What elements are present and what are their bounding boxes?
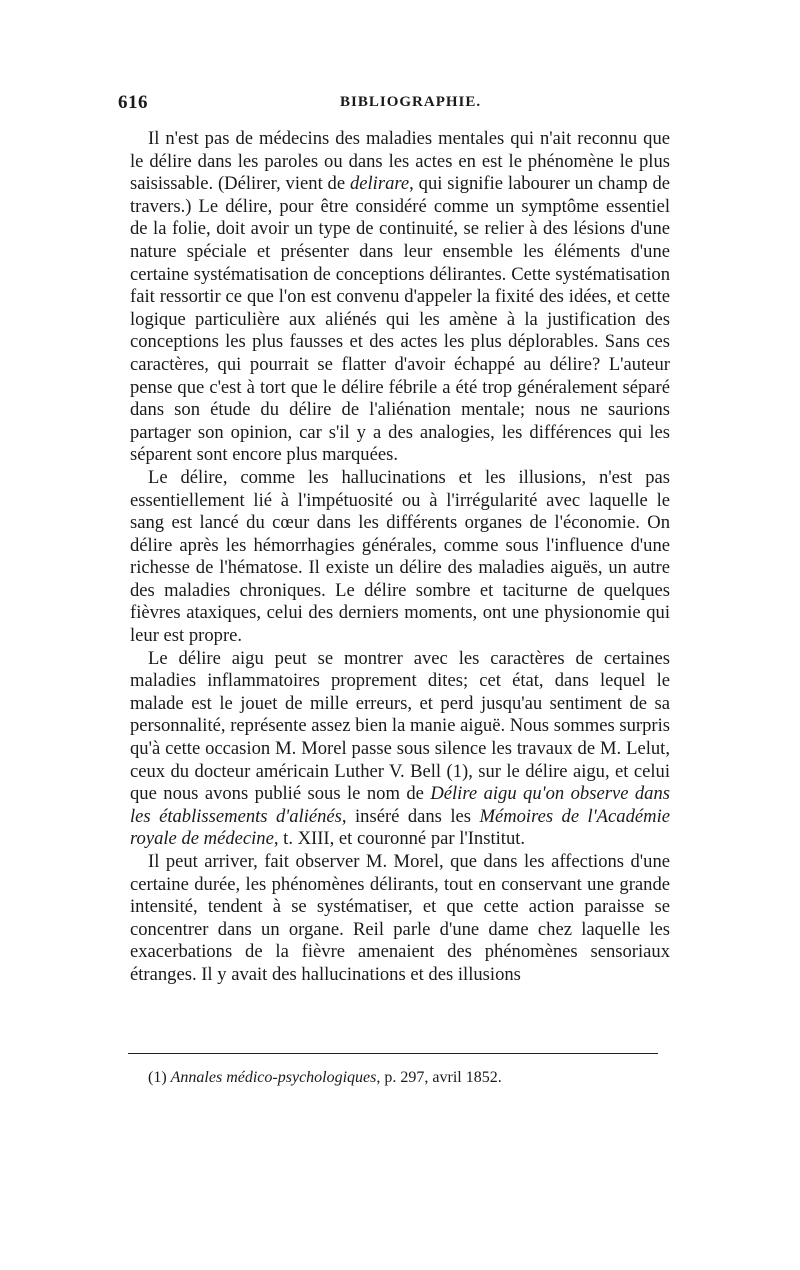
footnote bbox=[148, 1068, 502, 1088]
text-segment: Le délire aigu peut se montrer avec les caractères de certaines maladies inflammatoires proprement dites; cet état, dans lequel le malade est le jouet de mille erreurs, et perd jusqu'au sentiment de sa personnalité, représente assez bien la manie aiguë. Nous sommes surpris qu'à cette occasion M. Morel passe sous silence les travaux de M. Lelut, ceux du docteur américain Luther V. Bell (1), sur le délire aigu, et celui que nous avons publié sous le nom de bbox=[130, 647, 670, 805]
text-segment: Le délire, comme les hallucinations et les illusions, n'est pas essentiellement lié à l'impétuosité ou à l'irrégularité avec laquelle le sang est lancé du cœur dans les différents organes de l'économie. On délire après les hémorrhagies générales, comme sous l'influence d'une richesse de l'hématose. Il existe un délire des maladies aiguës, un autre des maladies chroniques. Le délire sombre et taciturne de quelques fièvres ataxiques, celui des derniers moments, ont une physionomie qui leur est propre. bbox=[130, 466, 670, 647]
paragraph-3 bbox=[130, 648, 670, 851]
body-text bbox=[130, 128, 670, 987]
text-segment: Il n'est pas de médecins des maladies mentales qui n'ait reconnu que le délire dans les paroles ou dans les actes en est le phénomène le plus saisissable. (Délirer, vient de bbox=[130, 128, 670, 195]
footnote-rest: , p. 297, avril 1852. bbox=[376, 1069, 502, 1086]
running-title: BIBLIOGRAPHIE. bbox=[340, 94, 482, 110]
text-segment: Il peut arriver, fait observer M. Morel, que dans les affections d'une certaine durée, les phénomènes délirants, tout en conservant une grande intensité, tendent à se systématiser, et que cette action paraisse se concentrer dans un organe. Reil parle d'une dame chez laquelle les exacerbations de la fièvre amenaient des phénomènes sensoriaux étranges. Il y avait des hallucinations et des illusions bbox=[130, 851, 670, 985]
running-head bbox=[118, 92, 668, 116]
text-segment: , t. XIII, et couronné par l'Institut. bbox=[273, 828, 526, 850]
italic-segment: delirare bbox=[349, 173, 410, 195]
footnote-title: Annales médico-psychologiques bbox=[170, 1069, 377, 1086]
page-number: 616 bbox=[118, 92, 148, 113]
italic-segment: Délire aigu qu'on observe dans les établissements d'aliénés bbox=[130, 783, 671, 827]
footnote-rule bbox=[128, 1053, 658, 1054]
text-segment: , qui signifie labourer un champ de travers.) Le délire, pour être considéré comme un symptôme essentiel de la folie, doit avoir un type de continuité, se relier à des lésions d'une nature spéciale et présenter dans leur ensemble les éléments d'une certaine systématisation de conceptions délirantes. Cette systématisation fait ressortir ce que l'on est convenu d'appeler la fixité des idées, et cette logique particulière aux aliénés qui les amène à la justification des conceptions les plus fausses et des actes les plus déplorables. Sans ces caractères, qui pourrait se flatter d'avoir échappé au délire? L'auteur pense que c'est à tort que le délire fébrile a été trop généralement séparé dans son étude du délire de l'aliénation mentale; nous ne saurions partager son opinion, car s'il y a des analogies, les différences qui les séparent sont encore plus marquées. bbox=[130, 173, 670, 466]
text-segment: , inséré dans les bbox=[341, 805, 480, 827]
paragraph-2 bbox=[130, 467, 670, 648]
italic-segment: Mémoires de l'Académie royale de médecine bbox=[130, 805, 670, 850]
footnote-marker: (1) bbox=[148, 1069, 167, 1086]
paragraph-1 bbox=[130, 128, 670, 467]
paragraph-4 bbox=[130, 851, 670, 987]
